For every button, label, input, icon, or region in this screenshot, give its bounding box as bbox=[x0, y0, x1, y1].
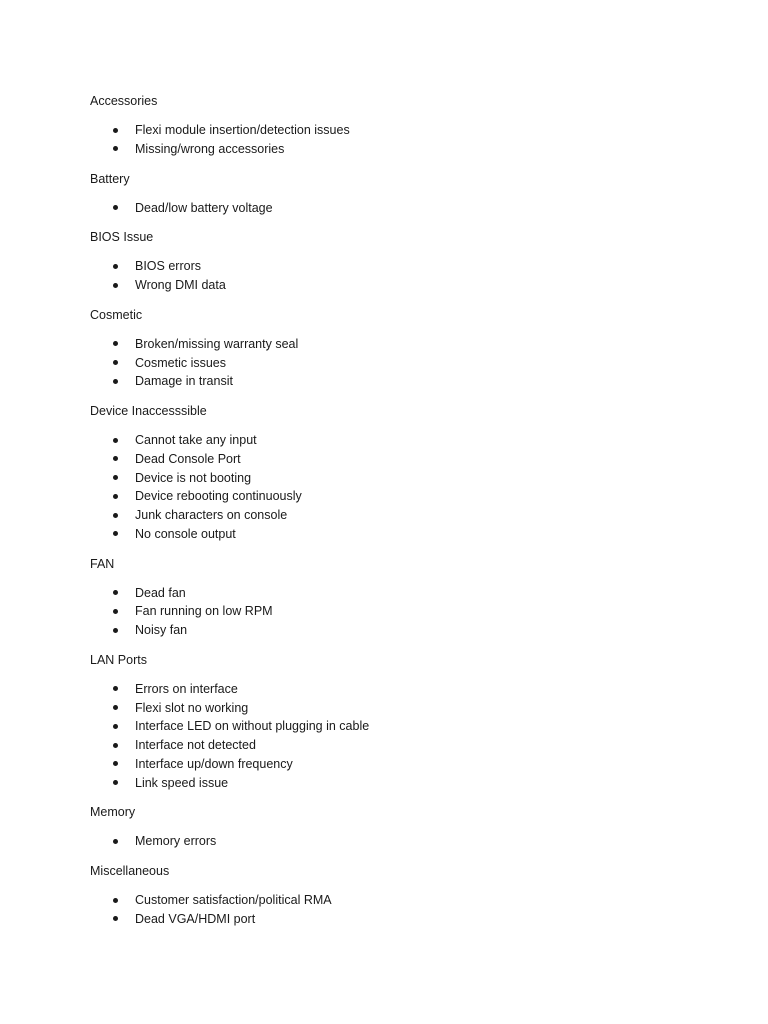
list-item-text: Interface LED on without plugging in cable bbox=[135, 719, 370, 734]
section-heading: FAN bbox=[90, 556, 115, 571]
list-item-text: Interface not detected bbox=[135, 738, 256, 752]
section-bios-issue bbox=[90, 228, 690, 295]
bullet-icon bbox=[113, 686, 118, 691]
list-item bbox=[90, 584, 690, 603]
bullet-icon bbox=[113, 609, 118, 614]
bullet-icon bbox=[113, 898, 118, 903]
bullet-icon bbox=[113, 438, 118, 443]
list-item-text: Noisy fan bbox=[135, 623, 188, 637]
list-item-text: Flexi module insertion/detection issues bbox=[135, 123, 350, 137]
bullet-list bbox=[90, 680, 690, 793]
list-item bbox=[90, 257, 690, 276]
list-item bbox=[90, 774, 690, 793]
list-item-text: Fan running on low RPM bbox=[135, 604, 273, 619]
bullet-list bbox=[90, 584, 690, 640]
list-item bbox=[90, 832, 690, 851]
bullet-list bbox=[90, 121, 690, 159]
list-item-text: Errors on interface bbox=[135, 681, 238, 696]
list-item-text: Dead VGA/HDMI port bbox=[135, 911, 256, 926]
section-battery bbox=[90, 170, 690, 218]
bullet-list bbox=[90, 832, 690, 851]
list-item bbox=[90, 680, 690, 699]
section-cosmetic bbox=[90, 306, 690, 391]
list-item-text: Dead fan bbox=[135, 585, 186, 600]
list-item-text: Customer satisfaction/political RMA bbox=[135, 893, 332, 907]
list-item bbox=[90, 354, 690, 373]
list-item-text: Cosmetic issues bbox=[135, 355, 226, 370]
list-item-text: Missing/wrong accessories bbox=[135, 141, 285, 156]
bullet-icon bbox=[113, 780, 118, 785]
list-item-text: BIOS errors bbox=[135, 259, 201, 274]
section-heading: Memory bbox=[90, 805, 136, 820]
bullet-list bbox=[90, 199, 690, 218]
list-item-text: Flexi slot no working bbox=[135, 700, 249, 715]
list-item bbox=[90, 199, 690, 218]
bullet-list bbox=[90, 257, 690, 295]
list-item-text: Device is not booting bbox=[135, 470, 252, 485]
document-body bbox=[90, 92, 690, 940]
list-item bbox=[90, 276, 690, 295]
section-heading: Accessories bbox=[90, 94, 158, 108]
section-heading: Cosmetic bbox=[90, 307, 143, 322]
section-heading: BIOS Issue bbox=[90, 230, 154, 245]
list-item-text: Link speed issue bbox=[135, 775, 229, 790]
bullet-list bbox=[90, 431, 690, 544]
list-item bbox=[90, 755, 690, 774]
section-heading: Battery bbox=[90, 171, 130, 186]
list-item-text: Junk characters on console bbox=[135, 508, 288, 522]
bullet-list bbox=[90, 891, 690, 929]
section-fan bbox=[90, 555, 690, 640]
list-item-text: Wrong DMI data bbox=[135, 278, 226, 292]
section-heading: LAN Ports bbox=[90, 652, 147, 667]
list-item bbox=[90, 121, 690, 140]
list-item-text: Damage in transit bbox=[135, 374, 233, 389]
list-item bbox=[90, 717, 690, 736]
section-heading: Device Inaccesssible bbox=[90, 404, 207, 418]
bullet-icon bbox=[113, 916, 118, 921]
bullet-icon bbox=[113, 761, 118, 766]
section-heading: Miscellaneous bbox=[90, 864, 170, 878]
list-item bbox=[90, 699, 690, 718]
bullet-icon bbox=[113, 283, 118, 288]
list-item-text: Interface up/down frequency bbox=[135, 756, 293, 771]
list-item bbox=[90, 602, 690, 621]
list-item bbox=[90, 891, 690, 910]
list-item bbox=[90, 431, 690, 450]
bullet-icon bbox=[113, 513, 118, 518]
list-item-text: Device rebooting continuously bbox=[135, 489, 302, 504]
list-item-text: Broken/missing warranty seal bbox=[135, 336, 299, 351]
bullet-icon bbox=[113, 264, 118, 269]
list-item bbox=[90, 450, 690, 469]
list-item-text: Cannot take any input bbox=[135, 433, 257, 447]
section-device-inaccessible bbox=[90, 402, 690, 544]
list-item bbox=[90, 621, 690, 640]
section-lan-ports bbox=[90, 651, 690, 793]
section-accessories bbox=[90, 92, 690, 159]
list-item bbox=[90, 469, 690, 488]
list-item-text: No console output bbox=[135, 526, 236, 541]
bullet-icon bbox=[113, 743, 118, 748]
list-item bbox=[90, 335, 690, 354]
bullet-icon bbox=[113, 146, 118, 151]
list-item bbox=[90, 140, 690, 159]
list-item bbox=[90, 506, 690, 525]
bullet-icon bbox=[113, 341, 118, 346]
bullet-icon bbox=[113, 360, 118, 365]
bullet-icon bbox=[113, 475, 118, 480]
bullet-icon bbox=[113, 205, 118, 210]
bullet-icon bbox=[113, 531, 118, 536]
bullet-icon bbox=[113, 724, 118, 729]
bullet-icon bbox=[113, 839, 118, 844]
bullet-icon bbox=[113, 494, 118, 499]
bullet-list bbox=[90, 335, 690, 391]
list-item bbox=[90, 487, 690, 506]
list-item bbox=[90, 525, 690, 544]
section-miscellaneous bbox=[90, 862, 690, 929]
section-memory bbox=[90, 803, 690, 851]
list-item-text: Dead Console Port bbox=[135, 451, 241, 466]
list-item bbox=[90, 910, 690, 929]
bullet-icon bbox=[113, 128, 118, 133]
list-item bbox=[90, 736, 690, 755]
bullet-icon bbox=[113, 628, 118, 633]
list-item-text: Memory errors bbox=[135, 834, 217, 849]
list-item-text: Dead/low battery voltage bbox=[135, 200, 273, 215]
bullet-icon bbox=[113, 456, 118, 461]
list-item bbox=[90, 372, 690, 391]
bullet-icon bbox=[113, 379, 118, 384]
bullet-icon bbox=[113, 590, 118, 595]
bullet-icon bbox=[113, 705, 118, 710]
